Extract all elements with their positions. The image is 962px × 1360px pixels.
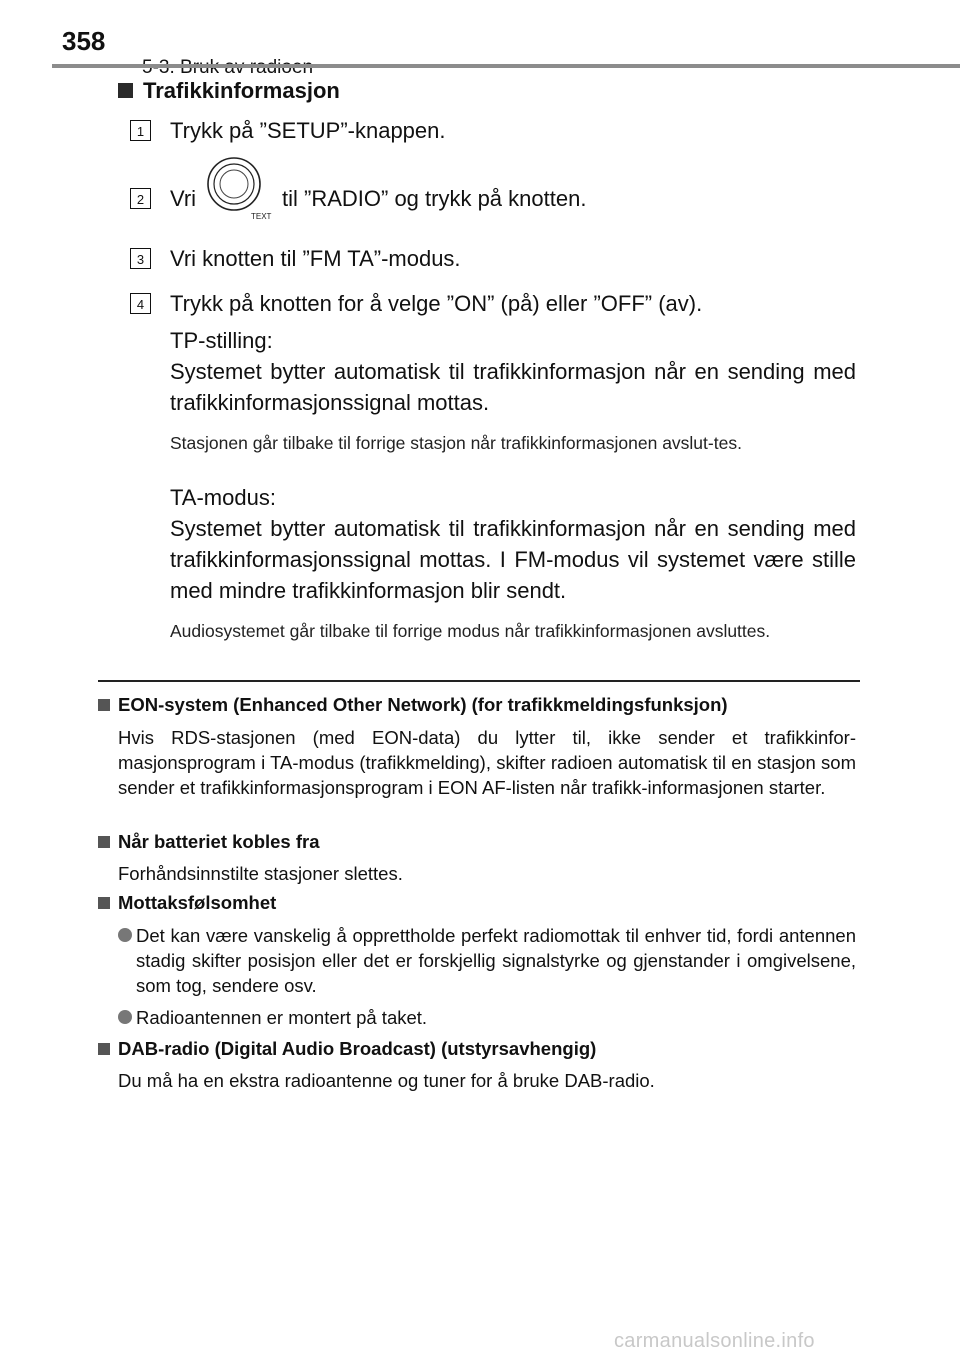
step-4 [130, 287, 870, 321]
heading-square-icon [98, 836, 110, 848]
step-number: 2 [130, 188, 151, 209]
step-text-pre: Vri [170, 186, 197, 211]
page-number: 358 [62, 26, 106, 56]
sensitivity-heading [98, 892, 276, 914]
step-text: Trykk på knotten for å velge ”ON” (på) eller ”OFF” (av). [170, 291, 703, 316]
dab-heading [98, 1038, 596, 1060]
section-title [142, 57, 313, 79]
bullet-dot-icon [118, 1010, 132, 1024]
page-header [62, 24, 962, 64]
list-item [118, 1005, 856, 1030]
heading-square-icon [98, 1043, 110, 1055]
tp-text: Systemet bytter automatisk til trafikkinformasjon når en sending med trafikkinformasjonssignal mottas. [170, 359, 856, 415]
step-number: 4 [130, 293, 151, 314]
ta-section [170, 483, 856, 643]
step-3 [130, 242, 870, 276]
bullet-text: Det kan være vanskelig å opprettholde perfekt radiomottak til enhver tid, fordi antennen stadig skifter posisjon eller det er forskjellig signalstyrke og gjenstander i omgivelsene, som tog, sendere osv. [136, 925, 856, 996]
main-heading-text: Trafikkinformasjon [143, 78, 340, 103]
dab-heading-text: DAB-radio (Digital Audio Broadcast) (utstyrsavhengig) [118, 1038, 597, 1059]
bullet-text: Radioantennen er montert på taket. [136, 1007, 428, 1028]
step-text: Trykk på ”SETUP”-knappen. [170, 118, 446, 143]
sensitivity-heading-text: Mottaksfølsomhet [118, 892, 277, 913]
watermark: carmanualsonline.info [614, 1330, 815, 1352]
heading-square-icon [98, 699, 110, 711]
tp-title: TP-stilling: [170, 328, 273, 353]
header-rule [52, 64, 960, 68]
ta-note: Audiosystemet går tilbake til forrige modus når trafikkinformasjonen avsluttes. [170, 621, 771, 641]
step-number: 3 [130, 248, 151, 269]
tp-section [170, 326, 856, 455]
step-text-post: til ”RADIO” og trykk på knotten. [282, 186, 587, 211]
battery-heading [98, 831, 320, 853]
step-text: Vri knotten til ”FM TA”-modus. [170, 246, 461, 271]
heading-square-icon [98, 897, 110, 909]
main-heading [118, 78, 340, 104]
step-1 [130, 114, 870, 148]
eon-text: Hvis RDS-stasjonen (med EON-data) du lytter til, ikke sender et trafikkinfor-masjonsprogram i TA-modus (trafikkmelding), skifter radioen automatisk til en stasjon som sender et trafikkinformasjonsprogram i EON AF-listen når trafikk-informasjonen starter. [118, 727, 856, 798]
step-number: 1 [130, 120, 151, 141]
step-2 [130, 182, 870, 221]
dab-text: Du må ha en ekstra radioantenne og tuner for å bruke DAB-radio. [118, 1070, 655, 1091]
knob-label: TEXT [251, 212, 272, 221]
ta-title: TA-modus: [170, 485, 276, 510]
tp-note: Stasjonen går tilbake til forrige stasjon når trafikkinformasjonen avslut-tes. [170, 433, 742, 453]
battery-text: Forhåndsinnstilte stasjoner slettes. [118, 863, 403, 884]
tune-knob-icon [204, 156, 272, 222]
bullet-dot-icon [118, 928, 132, 942]
ta-text: Systemet bytter automatisk til trafikkinformasjon når en sending med trafikkinformasjonssignal mottas. I FM-modus vil systemet være stille med mindre trafikkinformasjon blir sendt. [170, 516, 856, 603]
eon-heading-text: EON-system (Enhanced Other Network) (for trafikkmeldingsfunksjon) [118, 694, 728, 715]
battery-heading-text: Når batteriet kobles fra [118, 831, 320, 852]
eon-heading [98, 694, 728, 716]
section-divider [98, 680, 860, 682]
list-item [118, 923, 856, 998]
heading-square-icon [118, 83, 133, 98]
